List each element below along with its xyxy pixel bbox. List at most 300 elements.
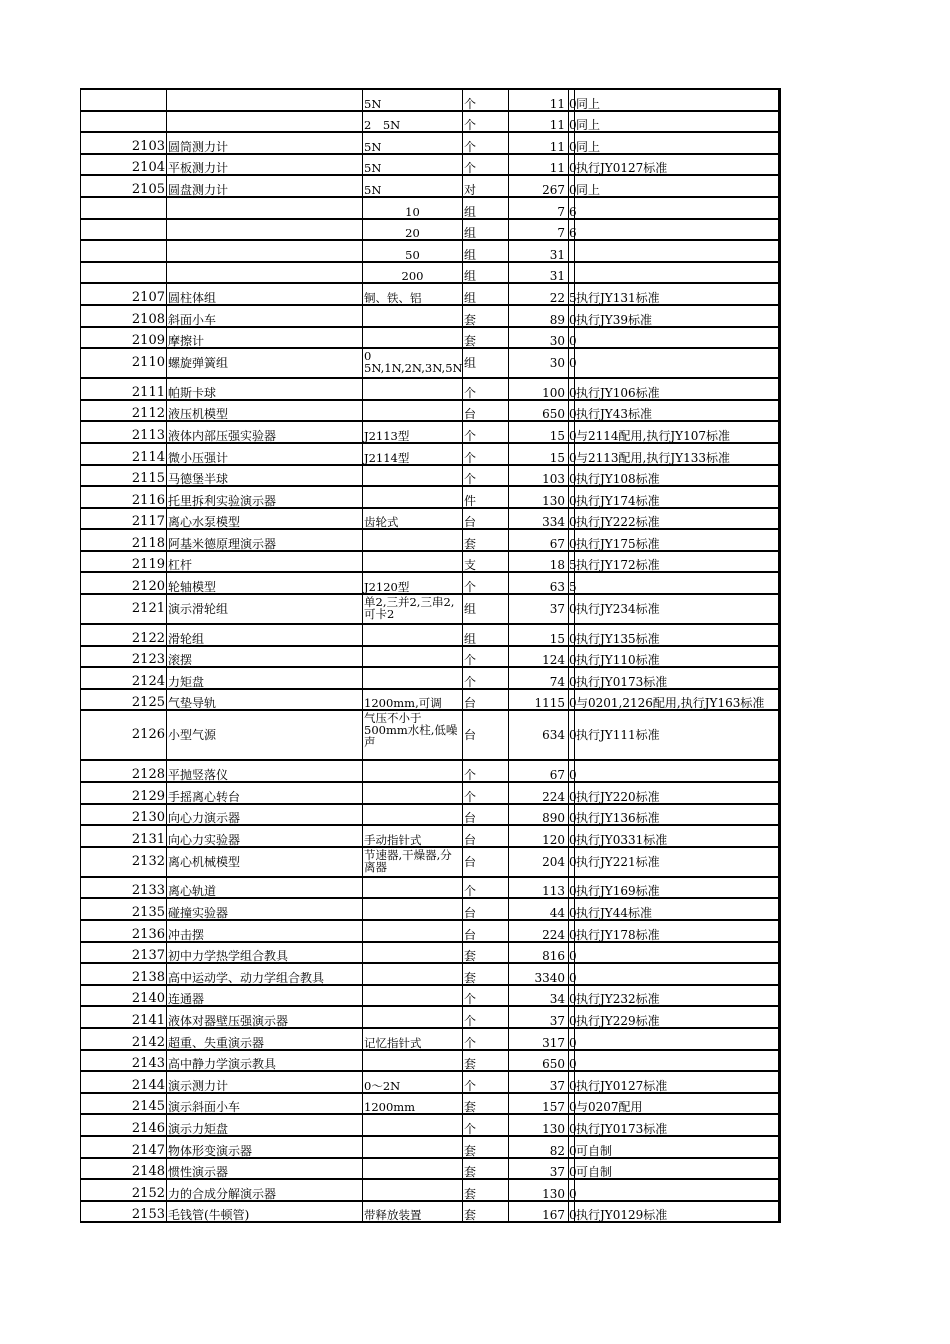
cell-tax: 0 xyxy=(569,804,575,826)
cell-code: 2110 xyxy=(81,348,167,378)
table-row xyxy=(81,942,779,964)
cell-note: 执行JY0127标准 xyxy=(575,1071,779,1093)
table-row xyxy=(81,508,779,530)
cell-spec: 200 xyxy=(363,262,463,284)
cell-spec xyxy=(363,1136,463,1158)
cell-tax: 0 xyxy=(569,348,575,378)
table-row xyxy=(81,1114,779,1136)
cell-code: 2108 xyxy=(81,305,167,327)
cell-spec: 10 xyxy=(363,197,463,219)
cell-tax: 5 xyxy=(569,283,575,305)
cell-price: 37 xyxy=(509,1158,569,1180)
cell-note: 与2114配用,执行JY107标准 xyxy=(575,421,779,443)
cell-spec xyxy=(363,486,463,508)
cell-spec xyxy=(363,327,463,349)
cell-spec xyxy=(363,667,463,689)
cell-unit: 套 xyxy=(463,963,509,985)
cell-code xyxy=(81,89,167,111)
table-row xyxy=(81,1050,779,1072)
cell-note: 执行JY221标准 xyxy=(575,847,779,877)
cell-spec xyxy=(363,529,463,551)
cell-note xyxy=(575,1050,779,1072)
cell-unit: 套 xyxy=(463,942,509,964)
cell-spec xyxy=(363,898,463,920)
table-row xyxy=(81,175,779,197)
cell-note: 同上 xyxy=(575,89,779,111)
table-row xyxy=(81,197,779,219)
cell-spec: 2 5N xyxy=(363,111,463,133)
cell-name: 轮轴模型 xyxy=(167,572,363,594)
cell-tax: 0 xyxy=(569,175,575,197)
cell-code: 2103 xyxy=(81,132,167,154)
cell-note: 执行JY108标准 xyxy=(575,465,779,487)
cell-price: 167 xyxy=(509,1201,569,1223)
cell-price: 130 xyxy=(509,1179,569,1201)
cell-note: 执行JY0173标准 xyxy=(575,667,779,689)
cell-name: 小型气源 xyxy=(167,710,363,760)
cell-unit: 套 xyxy=(463,1136,509,1158)
cell-tax: 0 xyxy=(569,486,575,508)
cell-price: 15 xyxy=(509,443,569,465)
cell-unit: 个 xyxy=(463,646,509,668)
table-row xyxy=(81,465,779,487)
cell-price: 67 xyxy=(509,760,569,782)
cell-code: 2137 xyxy=(81,942,167,964)
cell-note: 同上 xyxy=(575,132,779,154)
cell-unit: 组 xyxy=(463,624,509,646)
cell-unit: 支 xyxy=(463,551,509,573)
cell-code: 2126 xyxy=(81,710,167,760)
cell-price: 15 xyxy=(509,624,569,646)
cell-unit: 个 xyxy=(463,465,509,487)
cell-code: 2138 xyxy=(81,963,167,985)
cell-unit: 个 xyxy=(463,1071,509,1093)
table-row xyxy=(81,132,779,154)
cell-name: 演示测力计 xyxy=(167,1071,363,1093)
cell-note xyxy=(575,942,779,964)
cell-name: 力矩盘 xyxy=(167,667,363,689)
cell-spec: 5N xyxy=(363,154,463,176)
cell-name: 离心机械模型 xyxy=(167,847,363,877)
cell-code xyxy=(81,197,167,219)
cell-unit: 台 xyxy=(463,508,509,530)
table-row xyxy=(81,594,779,624)
cell-code: 2118 xyxy=(81,529,167,551)
cell-price: 130 xyxy=(509,1114,569,1136)
cell-spec xyxy=(363,804,463,826)
cell-code xyxy=(81,219,167,241)
cell-name: 向心力实验器 xyxy=(167,825,363,847)
cell-note: 执行JY136标准 xyxy=(575,804,779,826)
cell-code: 2104 xyxy=(81,154,167,176)
table-row xyxy=(81,782,779,804)
cell-price: 22 xyxy=(509,283,569,305)
cell-code: 2135 xyxy=(81,898,167,920)
cell-spec: 齿轮式 xyxy=(363,508,463,530)
cell-code: 2143 xyxy=(81,1050,167,1072)
cell-note: 执行JY131标准 xyxy=(575,283,779,305)
cell-unit: 套 xyxy=(463,1158,509,1180)
cell-note xyxy=(575,219,779,241)
cell-tax: 0 xyxy=(569,443,575,465)
cell-tax: 0 xyxy=(569,1006,575,1028)
cell-name: 毛钱管(牛顿管) xyxy=(167,1201,363,1223)
cell-unit: 个 xyxy=(463,378,509,400)
cell-code: 2105 xyxy=(81,175,167,197)
cell-name: 液体对器壁压强演示器 xyxy=(167,1006,363,1028)
cell-name: 圆柱体组 xyxy=(167,283,363,305)
cell-tax: 6 xyxy=(569,197,575,219)
cell-tax: 0 xyxy=(569,1201,575,1223)
cell-price: 224 xyxy=(509,920,569,942)
cell-note: 执行JY39标准 xyxy=(575,305,779,327)
cell-price: 130 xyxy=(509,486,569,508)
cell-unit: 组 xyxy=(463,283,509,305)
cell-name: 高中运动学、动力学组合教具 xyxy=(167,963,363,985)
cell-note: 执行JY178标准 xyxy=(575,920,779,942)
cell-name: 液体内部压强实验器 xyxy=(167,421,363,443)
cell-name: 托里拆利实验演示器 xyxy=(167,486,363,508)
table-row xyxy=(81,1158,779,1180)
cell-code xyxy=(81,111,167,133)
cell-code: 2117 xyxy=(81,508,167,530)
cell-spec xyxy=(363,1006,463,1028)
cell-spec xyxy=(363,942,463,964)
cell-unit: 台 xyxy=(463,804,509,826)
cell-unit: 台 xyxy=(463,898,509,920)
table-row xyxy=(81,667,779,689)
table-row xyxy=(81,443,779,465)
cell-tax: 0 xyxy=(569,689,575,711)
cell-name: 演示斜面小车 xyxy=(167,1093,363,1115)
cell-name: 微小压强计 xyxy=(167,443,363,465)
cell-code: 2152 xyxy=(81,1179,167,1201)
cell-code: 2113 xyxy=(81,421,167,443)
cell-tax: 0 xyxy=(569,132,575,154)
cell-name: 惯性演示器 xyxy=(167,1158,363,1180)
table-row xyxy=(81,378,779,400)
cell-tax: 0 xyxy=(569,1158,575,1180)
cell-note xyxy=(575,1179,779,1201)
cell-note: 同上 xyxy=(575,111,779,133)
price-table-sheet xyxy=(80,88,781,1223)
cell-code: 2109 xyxy=(81,327,167,349)
cell-tax: 0 xyxy=(569,1093,575,1115)
cell-code: 2146 xyxy=(81,1114,167,1136)
cell-code xyxy=(81,262,167,284)
cell-code: 2125 xyxy=(81,689,167,711)
table-row xyxy=(81,348,779,378)
table-row xyxy=(81,920,779,942)
table-body xyxy=(81,89,779,1222)
cell-note: 执行JY106标准 xyxy=(575,378,779,400)
cell-spec xyxy=(363,400,463,422)
cell-spec xyxy=(363,963,463,985)
cell-code: 2136 xyxy=(81,920,167,942)
cell-price: 31 xyxy=(509,240,569,262)
cell-price: 89 xyxy=(509,305,569,327)
cell-spec xyxy=(363,760,463,782)
cell-spec xyxy=(363,465,463,487)
cell-unit: 台 xyxy=(463,920,509,942)
cell-spec: 气压不小于500mm水柱,低噪声 xyxy=(363,710,463,760)
cell-code: 2124 xyxy=(81,667,167,689)
cell-name: 离心水泵模型 xyxy=(167,508,363,530)
cell-unit: 套 xyxy=(463,1093,509,1115)
cell-price: 11 xyxy=(509,89,569,111)
cell-price: 113 xyxy=(509,877,569,899)
cell-tax: 0 xyxy=(569,1136,575,1158)
cell-note xyxy=(575,197,779,219)
cell-note: 与2113配用,执行JY133标准 xyxy=(575,443,779,465)
cell-note: 执行JY135标准 xyxy=(575,624,779,646)
cell-name: 冲击摆 xyxy=(167,920,363,942)
cell-note: 执行JY232标准 xyxy=(575,985,779,1007)
cell-name xyxy=(167,262,363,284)
cell-unit: 对 xyxy=(463,175,509,197)
table-row xyxy=(81,154,779,176)
cell-spec xyxy=(363,1179,463,1201)
cell-note: 执行JY169标准 xyxy=(575,877,779,899)
cell-tax: 6 xyxy=(569,219,575,241)
cell-spec: 手动指针式 xyxy=(363,825,463,847)
cell-code: 2121 xyxy=(81,594,167,624)
table-row xyxy=(81,240,779,262)
cell-note: 执行JY0129标准 xyxy=(575,1201,779,1223)
cell-code: 2119 xyxy=(81,551,167,573)
cell-tax: 0 xyxy=(569,646,575,668)
cell-name: 滑轮组 xyxy=(167,624,363,646)
cell-tax: 0 xyxy=(569,710,575,760)
cell-spec: 0～2N xyxy=(363,1071,463,1093)
cell-code: 2122 xyxy=(81,624,167,646)
table-row xyxy=(81,646,779,668)
cell-unit: 组 xyxy=(463,219,509,241)
table-row xyxy=(81,825,779,847)
table-row xyxy=(81,283,779,305)
cell-code: 2131 xyxy=(81,825,167,847)
table-row xyxy=(81,898,779,920)
cell-code: 2148 xyxy=(81,1158,167,1180)
cell-tax: 0 xyxy=(569,877,575,899)
cell-spec: 单2,三并2,三串2,可卡2 xyxy=(363,594,463,624)
cell-price: 30 xyxy=(509,348,569,378)
cell-tax: 0 xyxy=(569,529,575,551)
cell-spec: J2120型 xyxy=(363,572,463,594)
cell-unit: 台 xyxy=(463,400,509,422)
cell-unit: 件 xyxy=(463,486,509,508)
cell-code: 2147 xyxy=(81,1136,167,1158)
cell-name: 圆盘测力计 xyxy=(167,175,363,197)
cell-tax: 0 xyxy=(569,782,575,804)
cell-unit: 台 xyxy=(463,825,509,847)
cell-name: 斜面小车 xyxy=(167,305,363,327)
cell-name: 演示滑轮组 xyxy=(167,594,363,624)
cell-name: 液压机模型 xyxy=(167,400,363,422)
cell-spec: J2114型 xyxy=(363,443,463,465)
table-row xyxy=(81,1201,779,1223)
cell-spec: 1200mm,可调 xyxy=(363,689,463,711)
cell-name: 气垫导轨 xyxy=(167,689,363,711)
cell-spec xyxy=(363,624,463,646)
cell-unit: 个 xyxy=(463,111,509,133)
cell-spec xyxy=(363,1158,463,1180)
cell-price: 34 xyxy=(509,985,569,1007)
cell-note: 执行JY0173标准 xyxy=(575,1114,779,1136)
table-row xyxy=(81,1071,779,1093)
cell-code: 2107 xyxy=(81,283,167,305)
cell-spec: 5N xyxy=(363,175,463,197)
cell-spec xyxy=(363,1114,463,1136)
cell-tax: 0 xyxy=(569,400,575,422)
table-row xyxy=(81,847,779,877)
cell-spec xyxy=(363,782,463,804)
cell-code: 2132 xyxy=(81,847,167,877)
cell-tax: 0 xyxy=(569,421,575,443)
table-row xyxy=(81,486,779,508)
cell-note: 执行JY111标准 xyxy=(575,710,779,760)
cell-note: 执行JY44标准 xyxy=(575,898,779,920)
cell-spec: 带释放装置 xyxy=(363,1201,463,1223)
cell-unit: 个 xyxy=(463,985,509,1007)
cell-name: 阿基米德原理演示器 xyxy=(167,529,363,551)
cell-code: 2114 xyxy=(81,443,167,465)
cell-tax: 0 xyxy=(569,898,575,920)
cell-code: 2116 xyxy=(81,486,167,508)
cell-code: 2133 xyxy=(81,877,167,899)
cell-tax: 0 xyxy=(569,1179,575,1201)
cell-note xyxy=(575,572,779,594)
cell-spec xyxy=(363,305,463,327)
cell-price: 7 xyxy=(509,197,569,219)
cell-tax: 5 xyxy=(569,572,575,594)
cell-name: 滚摆 xyxy=(167,646,363,668)
cell-tax: 0 xyxy=(569,825,575,847)
cell-code: 2130 xyxy=(81,804,167,826)
table-row xyxy=(81,689,779,711)
cell-note xyxy=(575,963,779,985)
table-row xyxy=(81,551,779,573)
cell-unit: 个 xyxy=(463,667,509,689)
cell-spec: 50 xyxy=(363,240,463,262)
cell-price: 63 xyxy=(509,572,569,594)
cell-price: 3340 xyxy=(509,963,569,985)
cell-name: 杠杆 xyxy=(167,551,363,573)
cell-unit: 套 xyxy=(463,305,509,327)
table-row xyxy=(81,760,779,782)
cell-unit: 个 xyxy=(463,1114,509,1136)
cell-name: 演示力矩盘 xyxy=(167,1114,363,1136)
cell-tax: 0 xyxy=(569,963,575,985)
cell-unit: 台 xyxy=(463,847,509,877)
cell-tax: 0 xyxy=(569,1028,575,1050)
cell-tax: 0 xyxy=(569,327,575,349)
cell-tax: 0 xyxy=(569,378,575,400)
table-row xyxy=(81,421,779,443)
table-row xyxy=(81,1006,779,1028)
cell-unit: 台 xyxy=(463,689,509,711)
cell-name xyxy=(167,89,363,111)
cell-unit: 套 xyxy=(463,327,509,349)
cell-price: 224 xyxy=(509,782,569,804)
cell-note: 执行JY43标准 xyxy=(575,400,779,422)
cell-unit: 组 xyxy=(463,240,509,262)
table-row xyxy=(81,262,779,284)
cell-note: 执行JY110标准 xyxy=(575,646,779,668)
cell-name: 圆筒测力计 xyxy=(167,132,363,154)
cell-name: 螺旋弹簧组 xyxy=(167,348,363,378)
cell-price: 650 xyxy=(509,400,569,422)
cell-code: 2112 xyxy=(81,400,167,422)
cell-tax: 0 xyxy=(569,305,575,327)
cell-tax: 0 xyxy=(569,985,575,1007)
cell-code: 2111 xyxy=(81,378,167,400)
cell-price: 11 xyxy=(509,111,569,133)
cell-name: 碰撞实验器 xyxy=(167,898,363,920)
cell-code: 2128 xyxy=(81,760,167,782)
cell-code: 2129 xyxy=(81,782,167,804)
table-row xyxy=(81,111,779,133)
cell-name: 摩擦计 xyxy=(167,327,363,349)
cell-name: 超重、失重演示器 xyxy=(167,1028,363,1050)
cell-unit: 个 xyxy=(463,154,509,176)
cell-spec xyxy=(363,877,463,899)
cell-tax: 0 xyxy=(569,508,575,530)
cell-note: 同上 xyxy=(575,175,779,197)
cell-price: 124 xyxy=(509,646,569,668)
cell-tax: 0 xyxy=(569,1114,575,1136)
cell-price: 37 xyxy=(509,1006,569,1028)
cell-spec: 5N xyxy=(363,89,463,111)
cell-price: 44 xyxy=(509,898,569,920)
cell-name xyxy=(167,197,363,219)
cell-price: 1115 xyxy=(509,689,569,711)
cell-price: 267 xyxy=(509,175,569,197)
cell-unit: 组 xyxy=(463,197,509,219)
cell-price: 37 xyxy=(509,594,569,624)
cell-note xyxy=(575,240,779,262)
table-row xyxy=(81,1136,779,1158)
cell-unit: 个 xyxy=(463,782,509,804)
cell-code: 2153 xyxy=(81,1201,167,1223)
cell-code xyxy=(81,240,167,262)
cell-note: 执行JY174标准 xyxy=(575,486,779,508)
cell-unit: 套 xyxy=(463,529,509,551)
cell-name: 力的合成分解演示器 xyxy=(167,1179,363,1201)
table-row xyxy=(81,400,779,422)
cell-unit: 个 xyxy=(463,877,509,899)
cell-spec xyxy=(363,985,463,1007)
cell-spec: J2113型 xyxy=(363,421,463,443)
table-row xyxy=(81,1179,779,1201)
cell-spec: 铜、铁、铝 xyxy=(363,283,463,305)
cell-tax: 0 xyxy=(569,465,575,487)
cell-spec xyxy=(363,378,463,400)
cell-note: 执行JY234标准 xyxy=(575,594,779,624)
cell-price: 157 xyxy=(509,1093,569,1115)
cell-name: 平抛竖落仪 xyxy=(167,760,363,782)
cell-spec: 记忆指针式 xyxy=(363,1028,463,1050)
cell-note: 执行JY220标准 xyxy=(575,782,779,804)
cell-name: 高中静力学演示教具 xyxy=(167,1050,363,1072)
cell-name: 连通器 xyxy=(167,985,363,1007)
cell-price: 650 xyxy=(509,1050,569,1072)
cell-price: 100 xyxy=(509,378,569,400)
cell-note: 与0201,2126配用,执行JY163标准 xyxy=(575,689,779,711)
cell-code: 2141 xyxy=(81,1006,167,1028)
cell-unit: 个 xyxy=(463,443,509,465)
cell-spec: 1200mm xyxy=(363,1093,463,1115)
